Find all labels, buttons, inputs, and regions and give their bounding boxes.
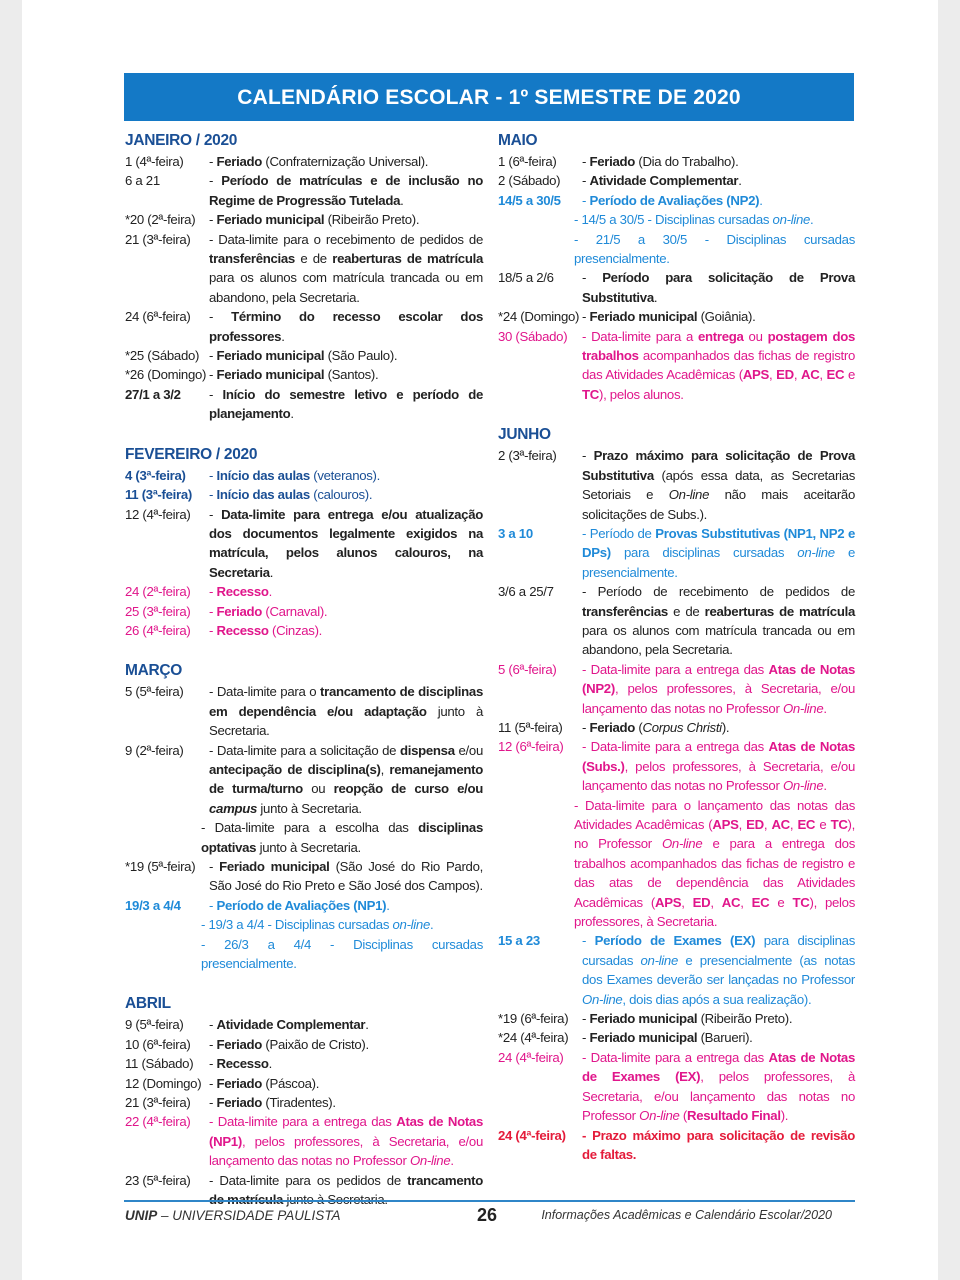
entry-date: 12 (Domingo) bbox=[125, 1075, 202, 1091]
entry-date: 12 (4ª-feira) bbox=[125, 506, 191, 522]
calendar-entry: 21 (3ª-feira) - Feriado (Tiradentes). bbox=[125, 1093, 483, 1112]
entry-date: 6 a 21 bbox=[125, 173, 160, 189]
calendar-entry: 24 (4ª-feira) - Data-limite para a entrega das Atas de Notas de Exames (EX), pelos professores, à Secretaria, e/ou lançamento das notas no Professor On-line (Resultado Final). bbox=[498, 1049, 855, 1124]
page-number: 26 bbox=[477, 1205, 498, 1225]
calendar-entry: 9 (5ª-feira) - Atividade Complementar. bbox=[125, 1015, 483, 1034]
calendar-entry: 5 (6ª-feira) - Data-limite para a entrega das Atas de Notas (NP2), pelos professores, à Secretaria, e/ou lançamento das notas no Professor On-line. bbox=[498, 661, 855, 716]
calendar-entry: 26 (4ª-feira) - Recesso (Cinzas). bbox=[125, 621, 483, 640]
entry-date: 21 (3ª-feira) bbox=[125, 231, 191, 247]
calendar-entry: *25 (Sábado) - Feriado municipal (São Paulo). bbox=[125, 346, 483, 365]
month-heading-junho: JUNHO bbox=[498, 426, 551, 444]
calendar-title-banner: CALENDÁRIO ESCOLAR - 1º SEMESTRE DE 2020 bbox=[124, 73, 854, 121]
calendar-entry: *26 (Domingo) - Feriado municipal (Santos). bbox=[125, 365, 483, 384]
entry-date: *24 (Domingo) bbox=[498, 309, 580, 325]
calendar-entry: 3/6 a 25/7 - Período de recebimento de pedidos de transferências e de reaberturas de matrícula para os alunos com matrícula trancada ou em abandono, pela Secretaria. bbox=[498, 584, 855, 658]
entry-date: 24 (2ª-feira) bbox=[125, 584, 191, 600]
entry-date: 30 (Sábado) bbox=[498, 328, 568, 344]
calendar-entry: 30 (Sábado) - Data-limite para a entrega ou postagem dos trabalhos acompanhados das fichas de registro das Atividades Acadêmicas (APS, ED, AC, EC e TC), pelos alunos. bbox=[498, 328, 856, 402]
calendar-entry: *20 (2ª-feira) - Feriado municipal (Ribeirão Preto). bbox=[125, 210, 483, 229]
calendar-entry: 24 (4ª-feira) - Prazo máximo para solicitação de revisão de faltas. bbox=[498, 1127, 855, 1162]
calendar-entry: 5 (5ª-feira) - Data-limite para o trancamento de disciplinas em dependência e/ou adaptação junto à Secretaria. bbox=[125, 684, 483, 739]
calendar-entry: 23 (5ª-feira) - Data-limite para os pedidos de trancamento bbox=[125, 1171, 483, 1210]
calendar-entry: - 26/3 a 4/4 - Disciplinas cursadas presencialmente. bbox=[201, 936, 483, 972]
entry-date: 11 (3ª-feira) bbox=[125, 487, 192, 503]
calendar-entry: 24 (6ª-feira) - Término do recesso escolar dos professores. bbox=[125, 309, 483, 344]
entry-date: *20 (2ª-feira) bbox=[125, 212, 196, 228]
calendar-entry: 11 (Sábado) - Recesso. bbox=[125, 1054, 483, 1073]
month-heading-fevereiro: FEVEREIRO / 2020 bbox=[125, 445, 258, 463]
calendar-entry: 9 (2ª-feira) - Data-limite para a solicitação de dispensa e/ou antecipação de disciplina(s), remanejamento de turma/turno ou reopção de curso e/ou campus junto à Secretaria. bbox=[125, 742, 483, 816]
entry-date: 2 (3ª-feira) bbox=[498, 448, 557, 464]
calendar-entry: 11 (5ª-feira) - Feriado (Corpus Christi). bbox=[498, 718, 855, 737]
calendar-entry: - 14/5 a 30/5 - Disciplinas cursadas on-line. bbox=[574, 212, 814, 228]
calendar-entry: 12 (6ª-feira) - Data-limite para a entrega das Atas de Notas (Subs.), pelos professores, à Secretaria, e/ou lançamento das notas no Professor On-line. bbox=[498, 739, 855, 794]
entry-date: 12 (6ª-feira) bbox=[498, 739, 564, 755]
entry-date: 22 (4ª-feira) bbox=[125, 1114, 191, 1130]
entry-date: 5 (5ª-feira) bbox=[125, 684, 184, 700]
entry-date: *19 (6ª-feira) bbox=[498, 1011, 569, 1027]
calendar-entry: *19 (6ª-feira) - Feriado municipal (Ribeirão Preto). bbox=[498, 1009, 855, 1028]
calendar-entry: 3 a 10 - Período de Provas Substitutivas (NP1, NP2 e DPs) para disciplinas cursadas on-line e presencialmente. bbox=[498, 525, 855, 580]
entry-date: 5 (6ª-feira) bbox=[498, 661, 557, 677]
entry-date: *24 (4ª-feira) bbox=[498, 1030, 569, 1046]
calendar-entry: 6 a 21 - Período de matrículas e de inclusão no Regime de Progressão Tutelada. bbox=[125, 173, 483, 208]
calendar-entry: 2 (Sábado) - Atividade Complementar. bbox=[498, 171, 855, 190]
entry-date: 9 (2ª-feira) bbox=[125, 742, 184, 758]
entry-date: 19/3 a 4/4 bbox=[125, 897, 181, 913]
calendar-entry: 12 (Domingo) - Feriado (Páscoa). bbox=[125, 1074, 483, 1093]
calendar-entry: - 19/3 a 4/4 - Disciplinas cursadas on-line. bbox=[201, 917, 434, 933]
entry-date: 23 (5ª-feira) bbox=[125, 1172, 191, 1188]
calendar-entry: - Data-limite para a escolha das disciplinas optativas junto à Secretaria. bbox=[201, 820, 483, 855]
calendar-entry: 11 (3ª-feira) - Início das aulas (calouros). bbox=[125, 485, 483, 504]
entry-date: 18/5 a 2/6 bbox=[498, 270, 554, 286]
page-sheet bbox=[22, 0, 938, 1280]
calendar-entry: 18/5 a 2/6 - Período para solicitação de Prova Substitutiva. bbox=[498, 270, 855, 305]
entry-date: 4 (3ª-feira) bbox=[125, 467, 186, 483]
entry-date: 11 (5ª-feira) bbox=[498, 719, 563, 735]
calendar-entry: *19 (5ª-feira) - Feriado municipal (São José do Rio Pardo, São José do Rio Preto e São José dos Campos). bbox=[125, 859, 483, 894]
entry-date: *19 (5ª-feira) bbox=[125, 859, 196, 874]
footer-institution: UNIP – UNIVERSIDADE PAULISTA bbox=[125, 1208, 341, 1223]
calendar-entry: 10 (6ª-feira) - Feriado (Paixão de Cristo). bbox=[125, 1035, 483, 1054]
entry-date: 24 (4ª-feira) bbox=[498, 1127, 566, 1143]
calendar-entry: 24 (2ª-feira) - Recesso. bbox=[125, 582, 483, 601]
calendar-entry: 27/1 a 3/2 - Início do semestre letivo e período de planejamento. bbox=[125, 386, 483, 422]
calendar-entry: 4 (3ª-feira) - Início das aulas (veteranos). bbox=[125, 466, 483, 485]
calendar-entry: 2 (3ª-feira) - Prazo máximo para solicitação de Prova Substitutiva (após essa data, as Secretarias Setoriais e On-line não mais aceitarão solicitações de Subs.). bbox=[498, 448, 856, 522]
entry-date: 3 a 10 bbox=[498, 525, 533, 541]
footer-divider bbox=[124, 1200, 855, 1202]
calendar-entry: 12 (4ª-feira) - Data-limite para entrega e/ou atualização dos documentos legalmente exigidos na matrícula, pelos alunos calouros, na Secretaria. bbox=[125, 506, 483, 580]
entry-date: 1 (6ª-feira) bbox=[498, 154, 557, 169]
entry-date: 11 (Sábado) bbox=[125, 1056, 194, 1072]
calendar-entry: 1 (4ª-feira) - Feriado (Confraternização Universal). bbox=[125, 152, 483, 171]
calendar-entry: - Data-limite para o lançamento das notas das Atividades Acadêmicas (APS, ED, AC, EC e TC), no Professor On-line e para a entrega dos trabalhos acompanhados das fichas de registro e das atas de dependência das Atividades Acadêmicas (APS, ED, AC, EC e TC), pelos professores, à Secretaria. bbox=[574, 797, 856, 930]
month-heading-marco: MARÇO bbox=[125, 662, 183, 680]
calendar-entry: 22 (4ª-feira) - Data-limite para a entrega das Atas de Notas (NP1), pelos professores, à Secretaria, e/ou lançamento das notas no Professor On-line. bbox=[125, 1114, 483, 1169]
calendar-entry: *24 (4ª-feira) - Feriado municipal (Barueri). bbox=[498, 1028, 855, 1047]
entry-date: 24 (4ª-feira) bbox=[498, 1049, 564, 1065]
entry-date: 21 (3ª-feira) bbox=[125, 1095, 191, 1111]
calendar-entry: 1 (6ª-feira) - Feriado (Dia do Trabalho). bbox=[498, 152, 855, 171]
entry-date: 1 (4ª-feira) bbox=[125, 154, 184, 169]
month-heading-abril: ABRIL bbox=[125, 995, 171, 1013]
entry-date: *25 (Sábado) bbox=[125, 348, 200, 364]
right-column bbox=[498, 130, 855, 1164]
calendar-entry: - 21/5 a 30/5 - Disciplinas cursadas presencialmente. bbox=[574, 231, 855, 267]
calendar-entry: 14/5 a 30/5 - Período de Avaliações (NP2). bbox=[498, 191, 855, 210]
entry-date: 10 (6ª-feira) bbox=[125, 1036, 191, 1052]
entry-date: 15 a 23 bbox=[498, 933, 540, 949]
entry-date: 14/5 a 30/5 bbox=[498, 192, 561, 208]
calendar-entry: 25 (3ª-feira) - Feriado (Carnaval). bbox=[125, 602, 483, 621]
month-heading-maio: MAIO bbox=[498, 132, 538, 149]
calendar-entry: 15 a 23 - Período de Exames (EX) para disciplinas cursadas on-line e presencialmente (as notas dos Exames deverão ser lançadas no Professor On-line, dois dias após a sua realização). bbox=[498, 933, 855, 1007]
calendar-entry: 21 (3ª-feira) - Data-limite para o recebimento de pedidos de transferências e de reaberturas de matrícula para os alunos com matrícula trancada ou em abandono, pela Secretaria. bbox=[125, 231, 483, 305]
entry-date: 2 (Sábado) bbox=[498, 173, 561, 189]
entry-date: *26 (Domingo) bbox=[125, 367, 207, 383]
entry-date: 25 (3ª-feira) bbox=[125, 603, 191, 619]
calendar-entry: *24 (Domingo) - Feriado municipal (Goiânia). bbox=[498, 307, 855, 326]
entry-date: 27/1 a 3/2 bbox=[125, 386, 181, 402]
calendar-entry: 19/3 a 4/4 - Período de Avaliações (NP1). bbox=[125, 896, 483, 915]
entry-date: 9 (5ª-feira) bbox=[125, 1017, 184, 1033]
footer-document-title: Informações Acadêmicas e Calendário Escolar/2020 bbox=[541, 1208, 832, 1222]
entry-date: 3/6 a 25/7 bbox=[498, 584, 554, 600]
left-column bbox=[125, 130, 483, 1210]
entry-date: 24 (6ª-feira) bbox=[125, 309, 191, 325]
month-heading-janeiro: JANEIRO / 2020 bbox=[125, 132, 238, 149]
entry-date: 26 (4ª-feira) bbox=[125, 622, 191, 638]
